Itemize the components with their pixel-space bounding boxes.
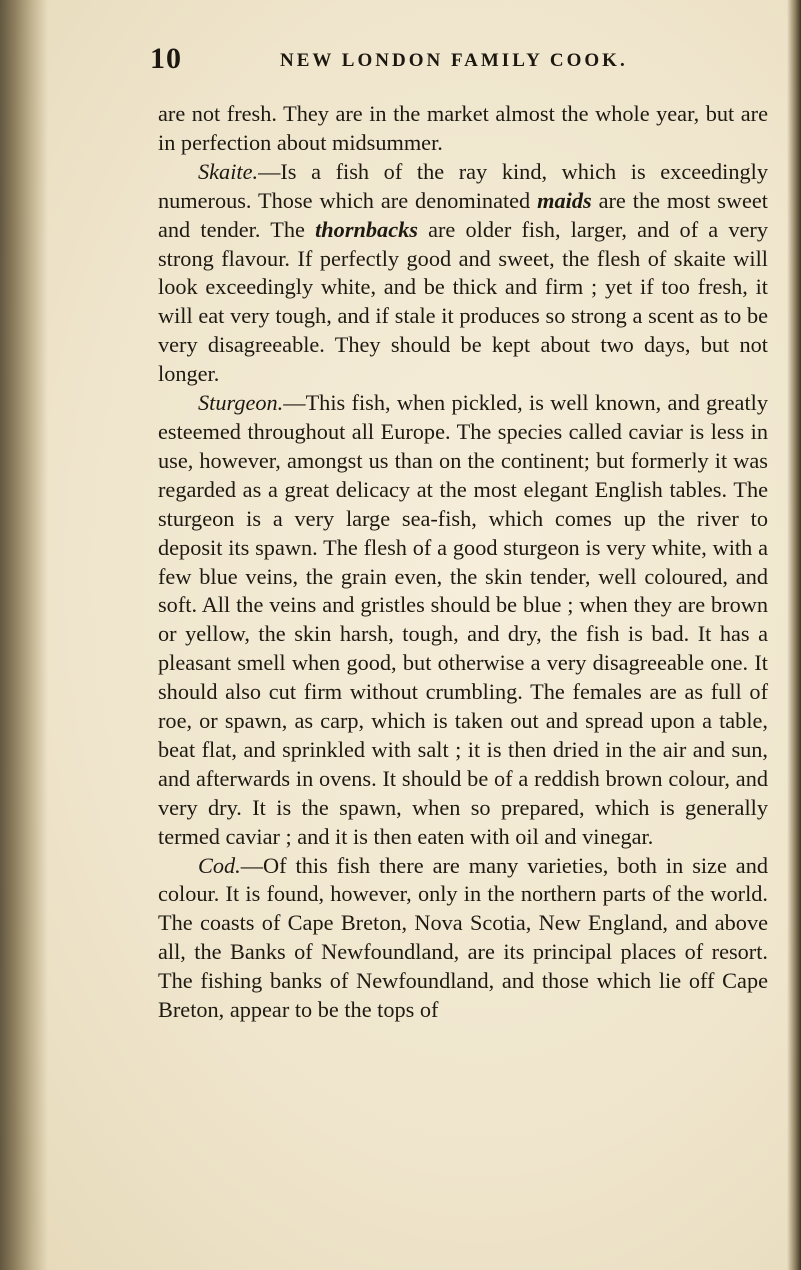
entry-title-cod: Cod. bbox=[198, 852, 241, 878]
running-title: NEW LONDON FAMILY COOK. bbox=[280, 50, 628, 71]
paragraph-text: —Is a fish of the ray kind, which is exceedingly numerous. Those which are denominated bbox=[158, 158, 768, 213]
running-head bbox=[150, 42, 750, 82]
paragraph-skaite bbox=[158, 158, 768, 389]
entry-title-skaite: Skaite. bbox=[198, 158, 259, 184]
binding-shadow bbox=[0, 0, 48, 1270]
term-thornbacks: thornbacks bbox=[315, 216, 418, 242]
paragraph-cod bbox=[158, 852, 768, 1025]
paragraph-text: —Of this fish there are many varieties, both in size and colour. It is found, however, only in the northern parts of the world. The coasts of Cape Breton, Nova Scotia, New England, and above all, the Banks of Newfoundland, are its principal places of resort. The fishing banks of Newfoundland, and those which lie off Cape Breton, appear to be the tops of bbox=[158, 852, 768, 1023]
body-text bbox=[158, 100, 768, 1025]
paragraph-continuation: are not fresh. They are in the market almost the whole year, but are in perfection about midsummer. bbox=[158, 101, 768, 155]
page-edge-shadow bbox=[787, 0, 801, 1270]
paragraph-text: are the most sweet and tender. The bbox=[158, 187, 769, 242]
entry-title-sturgeon: Sturgeon. bbox=[198, 390, 284, 416]
paragraph-sturgeon bbox=[158, 389, 768, 852]
paragraph-text: —This fish, when pickled, is well known, and greatly esteemed throughout all Europe. The species called caviar is less in use, however, amongst us than on the continent; but formerly it was regarded as a great delicacy at the most elegant English tables. The sturgeon is a very large sea-fish, which comes up the river to deposit its spawn. The flesh of a good sturgeon is very white, with a few blue veins, the grain even, the skin tender, well coloured, and soft. All the veins and gristles should be blue ; when they are brown or yellow, the skin harsh, tough, and dry, the fish is bad. It has a pleasant smell when good, but otherwise a very disagreeable one. It should also cut firm without crumbling. The females are as full of roe, or spawn, as carp, which is taken out and spread upon a table, beat flat, and sprinkled with salt ; it is then dried in the air and sun, and afterwards in ovens. It should be of a reddish brown colour, and very dry. It is the spawn, when so prepared, which is generally termed caviar ; and it is then eaten with oil and vinegar. bbox=[158, 390, 768, 849]
page-number: 10 bbox=[150, 42, 182, 75]
paragraph-text: are older fish, larger, and of a very strong flavour. If perfectly good and sweet, the flesh of skaite will look exceedingly white, and be thick and firm ; yet if too fresh, it will eat very tough, and if stale it produces so strong a scent as to be very disagreeable. They should be kept about two days, but not longer. bbox=[158, 216, 768, 387]
term-maids: maids bbox=[537, 187, 592, 213]
